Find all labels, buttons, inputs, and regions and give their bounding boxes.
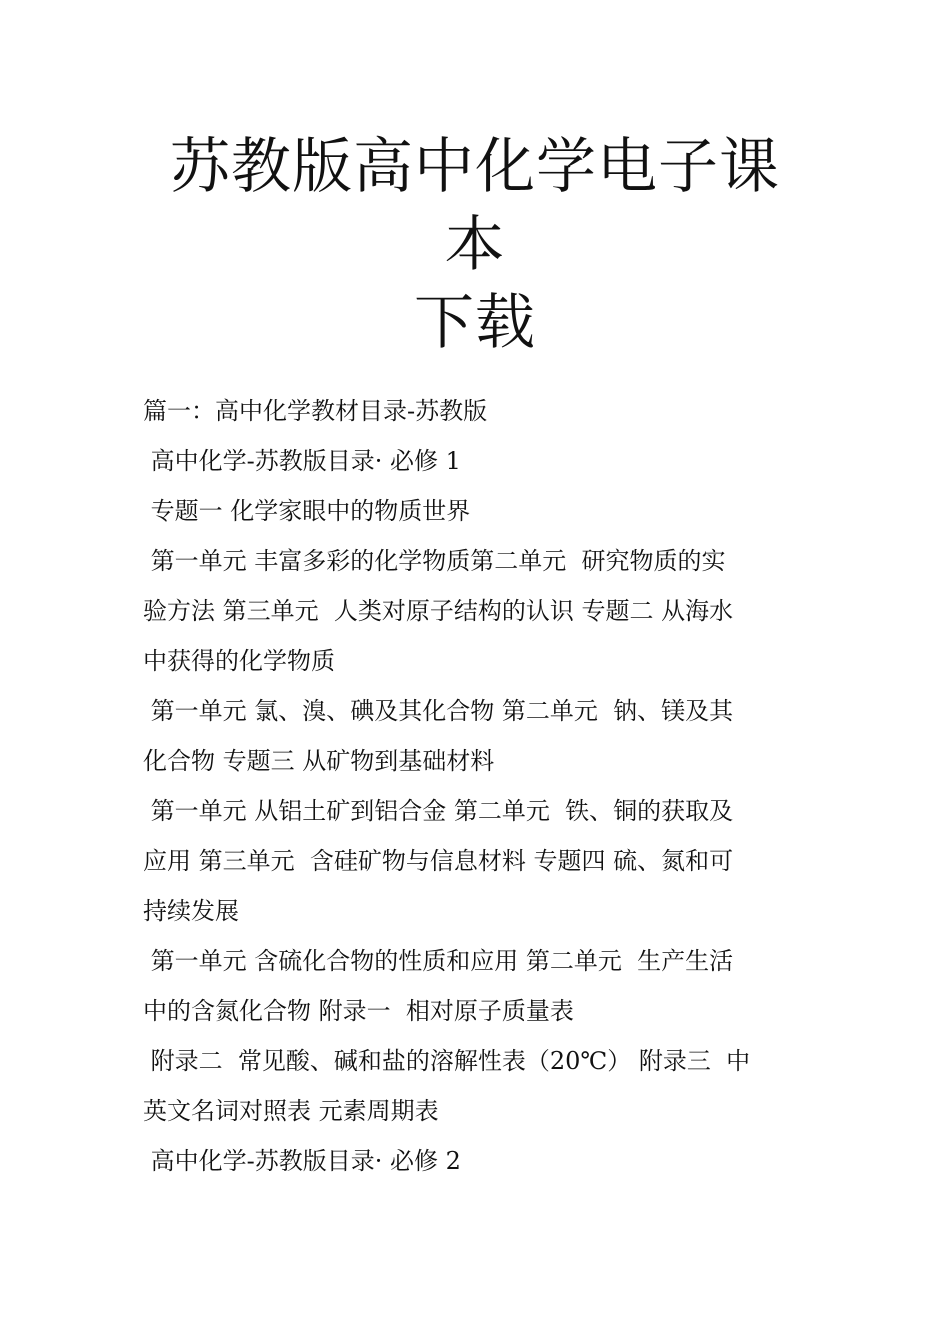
paragraph-line: 应用 第三单元 含硅矿物与信息材料 专题四 硫、氮和可 <box>143 847 734 875</box>
document-body <box>143 386 811 1186</box>
paragraph-line: 篇一：高中化学教材目录-苏教版 <box>143 397 488 425</box>
paragraph-line: 第一单元 从铝土矿到铝合金 第二单元 铁、铜的获取及 <box>143 797 734 825</box>
paragraph-line: 中获得的化学物质 <box>143 647 335 675</box>
paragraph-line: 持续发展 <box>143 897 239 925</box>
paragraph-line: 中的含氮化合物 附录一 相对原子质量表 <box>143 997 574 1025</box>
paragraph-line: 第一单元 丰富多彩的化学物质第二单元 研究物质的实 <box>143 547 726 575</box>
paragraph-line: 高中化学-苏教版目录· 必修 1 <box>143 447 461 475</box>
paragraph-line: 英文名词对照表 元素周期表 <box>143 1097 439 1125</box>
title-line-2: 下载 <box>414 288 536 358</box>
paragraph-line: 附录二 常见酸、碱和盐的溶解性表（20℃） 附录三 中 <box>143 1047 751 1075</box>
document-title <box>140 128 810 362</box>
paragraph-line: 第一单元 氯、溴、碘及其化合物 第二单元 钠、镁及其 <box>143 697 734 725</box>
title-line-1: 苏教版高中化学电子课本 <box>170 132 780 280</box>
paragraph-line: 第一单元 含硫化合物的性质和应用 第二单元 生产生活 <box>143 947 734 975</box>
paragraph-line: 高中化学-苏教版目录· 必修 2 <box>143 1147 461 1175</box>
paragraph-line: 专题一 化学家眼中的物质世界 <box>143 497 471 525</box>
paragraph-line: 化合物 专题三 从矿物到基础材料 <box>143 747 495 775</box>
paragraph-line: 验方法 第三单元 人类对原子结构的认识 专题二 从海水 <box>143 597 734 625</box>
